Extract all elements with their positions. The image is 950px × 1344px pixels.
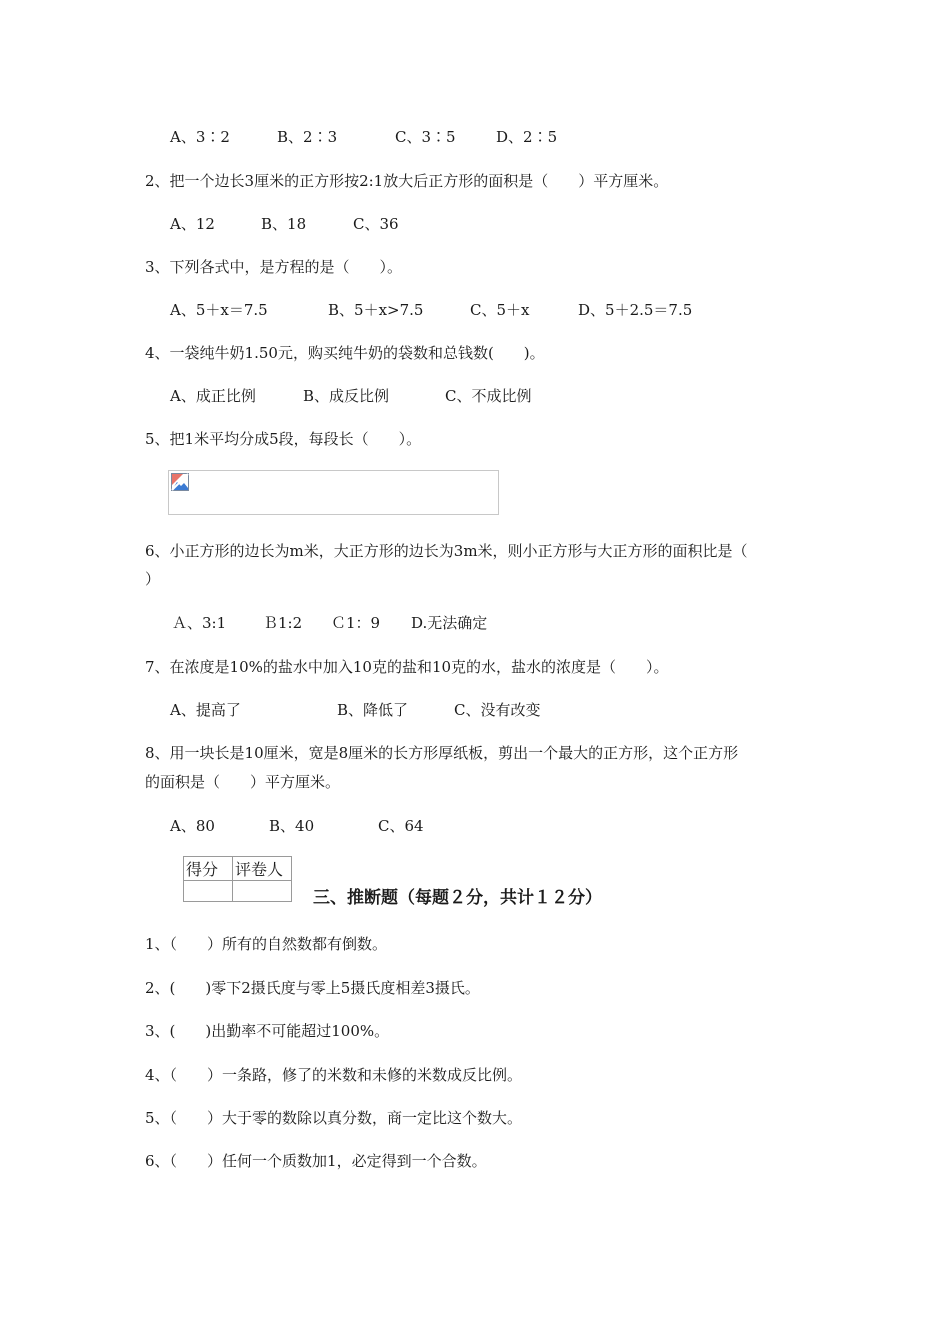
broken-image-icon xyxy=(171,473,189,491)
question-8-stem-line2: 的面积是（ ）平方厘米。 xyxy=(145,773,341,791)
broken-image-placeholder xyxy=(168,470,499,515)
q1-option-d: D、2∶5 xyxy=(496,128,558,146)
q8-option-a: A、80 xyxy=(170,817,215,835)
judgement-item-2: 2、( )零下2摄氏度与零上5摄氏度相差3摄氏。 xyxy=(145,979,480,997)
judgement-item-3: 3、( )出勤率不可能超过100%。 xyxy=(145,1022,390,1040)
q4-option-b: B、成反比例 xyxy=(303,387,390,405)
section-3-title: 三、推断题（每题２分，共计１２分） xyxy=(313,888,602,908)
question-5-stem: 5、把1米平均分成5段，每段长（ ）。 xyxy=(145,430,422,448)
grader-header: 评卷人 xyxy=(233,857,292,881)
judgement-item-5: 5、（ ）大于零的数除以真分数，商一定比这个数大。 xyxy=(145,1109,523,1127)
q6-option-c: Ｃ1：9 xyxy=(331,614,381,632)
question-6-stem-line2: ） xyxy=(145,570,161,588)
question-7-stem: 7、在浓度是10%的盐水中加入10克的盐和10克的水，盐水的浓度是（ ）。 xyxy=(145,658,669,676)
grader-cell xyxy=(233,881,292,902)
question-3-stem: 3、下列各式中，是方程的是（ ）。 xyxy=(145,258,403,276)
judgement-item-6: 6、（ ）任何一个质数加1，必定得到一个合数。 xyxy=(145,1152,487,1170)
q2-option-b: B、18 xyxy=(261,215,307,233)
q6-option-b: Ｂ1:2 xyxy=(263,614,303,632)
question-2-stem: 2、把一个边长3厘米的正方形按2:1放大后正方形的面积是（ ）平方厘米。 xyxy=(145,172,669,190)
q8-option-b: B、40 xyxy=(269,817,315,835)
q3-option-b: B、5＋x>7.5 xyxy=(328,301,424,319)
judgement-item-4: 4、（ ）一条路，修了的米数和未修的米数成反比例。 xyxy=(145,1066,523,1084)
q8-option-c: C、64 xyxy=(378,817,424,835)
question-4-stem: 4、一袋纯牛奶1.50元，购买纯牛奶的袋数和总钱数( )。 xyxy=(145,344,545,362)
q1-option-a: A、3∶2 xyxy=(170,128,230,146)
q2-option-c: C、36 xyxy=(353,215,399,233)
score-table xyxy=(183,856,292,902)
q7-option-c: C、没有改变 xyxy=(454,701,541,719)
q4-option-c: C、不成比例 xyxy=(445,387,532,405)
q1-option-b: B、2∶3 xyxy=(277,128,338,146)
q3-option-c: C、5＋x xyxy=(470,301,530,319)
score-cell xyxy=(184,881,233,902)
q7-option-a: A、提高了 xyxy=(170,701,241,719)
judgement-item-1: 1、（ ）所有的自然数都有倒数。 xyxy=(145,935,388,953)
q7-option-b: B、降低了 xyxy=(337,701,409,719)
q4-option-a: A、成正比例 xyxy=(170,387,256,405)
score-header: 得分 xyxy=(184,857,233,881)
q2-option-a: A、12 xyxy=(170,215,215,233)
q3-option-d: D、5＋2.5＝7.5 xyxy=(578,301,693,319)
q1-option-c: C、3∶5 xyxy=(395,128,456,146)
question-6-stem-line1: 6、小正方形的边长为m米，大正方形的边长为3m米，则小正方形与大正方形的面积比是（ xyxy=(145,542,748,560)
q6-option-d: D.无法确定 xyxy=(411,614,488,632)
question-8-stem-line1: 8、用一块长是10厘米，宽是8厘米的长方形厚纸板，剪出一个最大的正方形，这个正方形 xyxy=(145,744,739,762)
q3-option-a: A、5＋x＝7.5 xyxy=(170,301,268,319)
q6-option-a: Ａ、3:1 xyxy=(172,614,227,632)
